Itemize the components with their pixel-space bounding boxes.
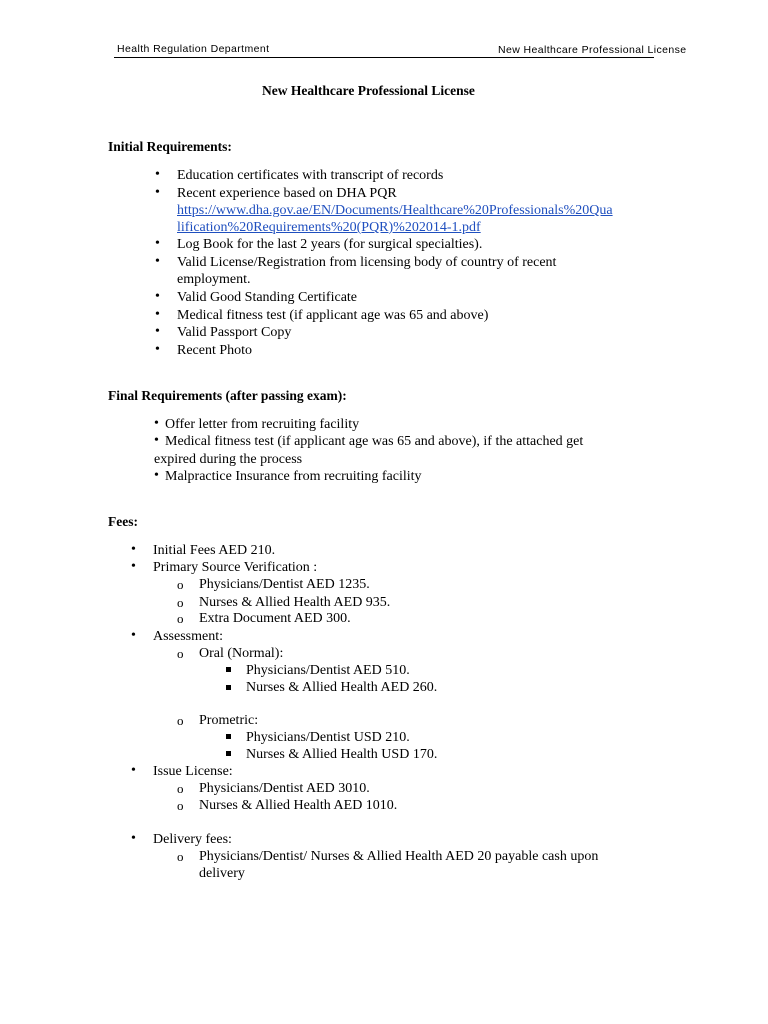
fee-subitem: Physicians/Dentist/ Nurses & Allied Health AED 20 payable cash upon <box>199 849 599 864</box>
circle-bullet-icon: o <box>177 595 184 610</box>
fee-subsubitem: Nurses & Allied Health AED 260. <box>246 680 438 695</box>
fee-subsubitem: Physicians/Dentist USD 210. <box>246 730 410 745</box>
fees-heading: Fees: <box>108 514 138 529</box>
bullet-icon: • <box>154 433 159 448</box>
fee-item: Delivery fees: <box>153 832 232 847</box>
bullet-icon: • <box>154 468 159 483</box>
bullet-icon: • <box>154 416 159 431</box>
fee-subitem: Prometric: <box>199 713 259 728</box>
list-item: Log Book for the last 2 years (for surgical specialties). <box>177 237 483 252</box>
fee-subsubitem: Physicians/Dentist AED 510. <box>246 663 410 678</box>
bullet-icon: • <box>155 342 160 357</box>
fee-subitem: Nurses & Allied Health AED 935. <box>199 595 391 610</box>
circle-bullet-icon: o <box>177 798 184 813</box>
bullet-icon: • <box>155 236 160 251</box>
page-title: New Healthcare Professional License <box>262 83 475 98</box>
fee-item: Issue License: <box>153 764 233 779</box>
list-item-continued: expired during the process <box>154 452 303 467</box>
list-item: Education certificates with transcript of records <box>177 168 444 183</box>
bullet-icon: • <box>155 254 160 269</box>
bullet-icon: • <box>155 307 160 322</box>
bullet-icon: • <box>155 167 160 182</box>
list-item: Valid Passport Copy <box>177 325 292 340</box>
bullet-icon: • <box>131 763 136 778</box>
fee-subitem: Oral (Normal): <box>199 646 284 661</box>
bullet-icon: • <box>131 831 136 846</box>
bullet-icon: • <box>131 542 136 557</box>
bullet-icon: • <box>155 185 160 200</box>
pqr-link-continued[interactable]: lification%20Requirements%20(PQR)%202014-1.pdf <box>177 220 481 235</box>
header-right-text: New Healthcare Professional License <box>498 44 687 56</box>
bullet-icon: • <box>131 628 136 643</box>
fee-item: Primary Source Verification : <box>153 560 318 575</box>
fee-subitem: Physicians/Dentist AED 3010. <box>199 781 370 796</box>
square-bullet-icon <box>226 751 231 756</box>
circle-bullet-icon: o <box>177 713 184 728</box>
list-item: Valid License/Registration from licensing body of country of recent <box>177 255 557 270</box>
circle-bullet-icon: o <box>177 646 184 661</box>
header-rule <box>114 57 654 58</box>
initial-requirements-heading: Initial Requirements: <box>108 139 232 154</box>
list-item: Valid Good Standing Certificate <box>177 290 358 305</box>
list-item: Medical fitness test (if applicant age was 65 and above) <box>177 308 489 323</box>
list-item: Malpractice Insurance from recruiting facility <box>165 469 422 484</box>
bullet-icon: • <box>155 324 160 339</box>
circle-bullet-icon: o <box>177 577 184 592</box>
fee-subitem: Nurses & Allied Health AED 1010. <box>199 798 398 813</box>
list-item: Medical fitness test (if applicant age was 65 and above), if the attached get <box>165 434 584 449</box>
fee-item: Assessment: <box>153 629 223 644</box>
fee-subitem: Extra Document AED 300. <box>199 611 351 626</box>
list-item-continued: employment. <box>177 272 251 287</box>
circle-bullet-icon: o <box>177 781 184 796</box>
fee-item: Initial Fees AED 210. <box>153 543 276 558</box>
pqr-link[interactable]: https://www.dha.gov.ae/EN/Documents/Healthcare%20Professionals%20Qua <box>177 203 613 218</box>
square-bullet-icon <box>226 685 231 690</box>
final-requirements-heading: Final Requirements (after passing exam): <box>108 388 347 403</box>
bullet-icon: • <box>155 289 160 304</box>
fee-subsubitem: Nurses & Allied Health USD 170. <box>246 747 438 762</box>
fee-subitem-continued: delivery <box>199 866 245 881</box>
square-bullet-icon <box>226 667 231 672</box>
list-item: Recent experience based on DHA PQR <box>177 186 397 201</box>
bullet-icon: • <box>131 559 136 574</box>
list-item: Recent Photo <box>177 343 253 358</box>
circle-bullet-icon: o <box>177 849 184 864</box>
square-bullet-icon <box>226 734 231 739</box>
fee-subitem: Physicians/Dentist AED 1235. <box>199 577 370 592</box>
header-left-text: Health Regulation Department <box>117 43 270 55</box>
circle-bullet-icon: o <box>177 611 184 626</box>
list-item: Offer letter from recruiting facility <box>165 417 360 432</box>
